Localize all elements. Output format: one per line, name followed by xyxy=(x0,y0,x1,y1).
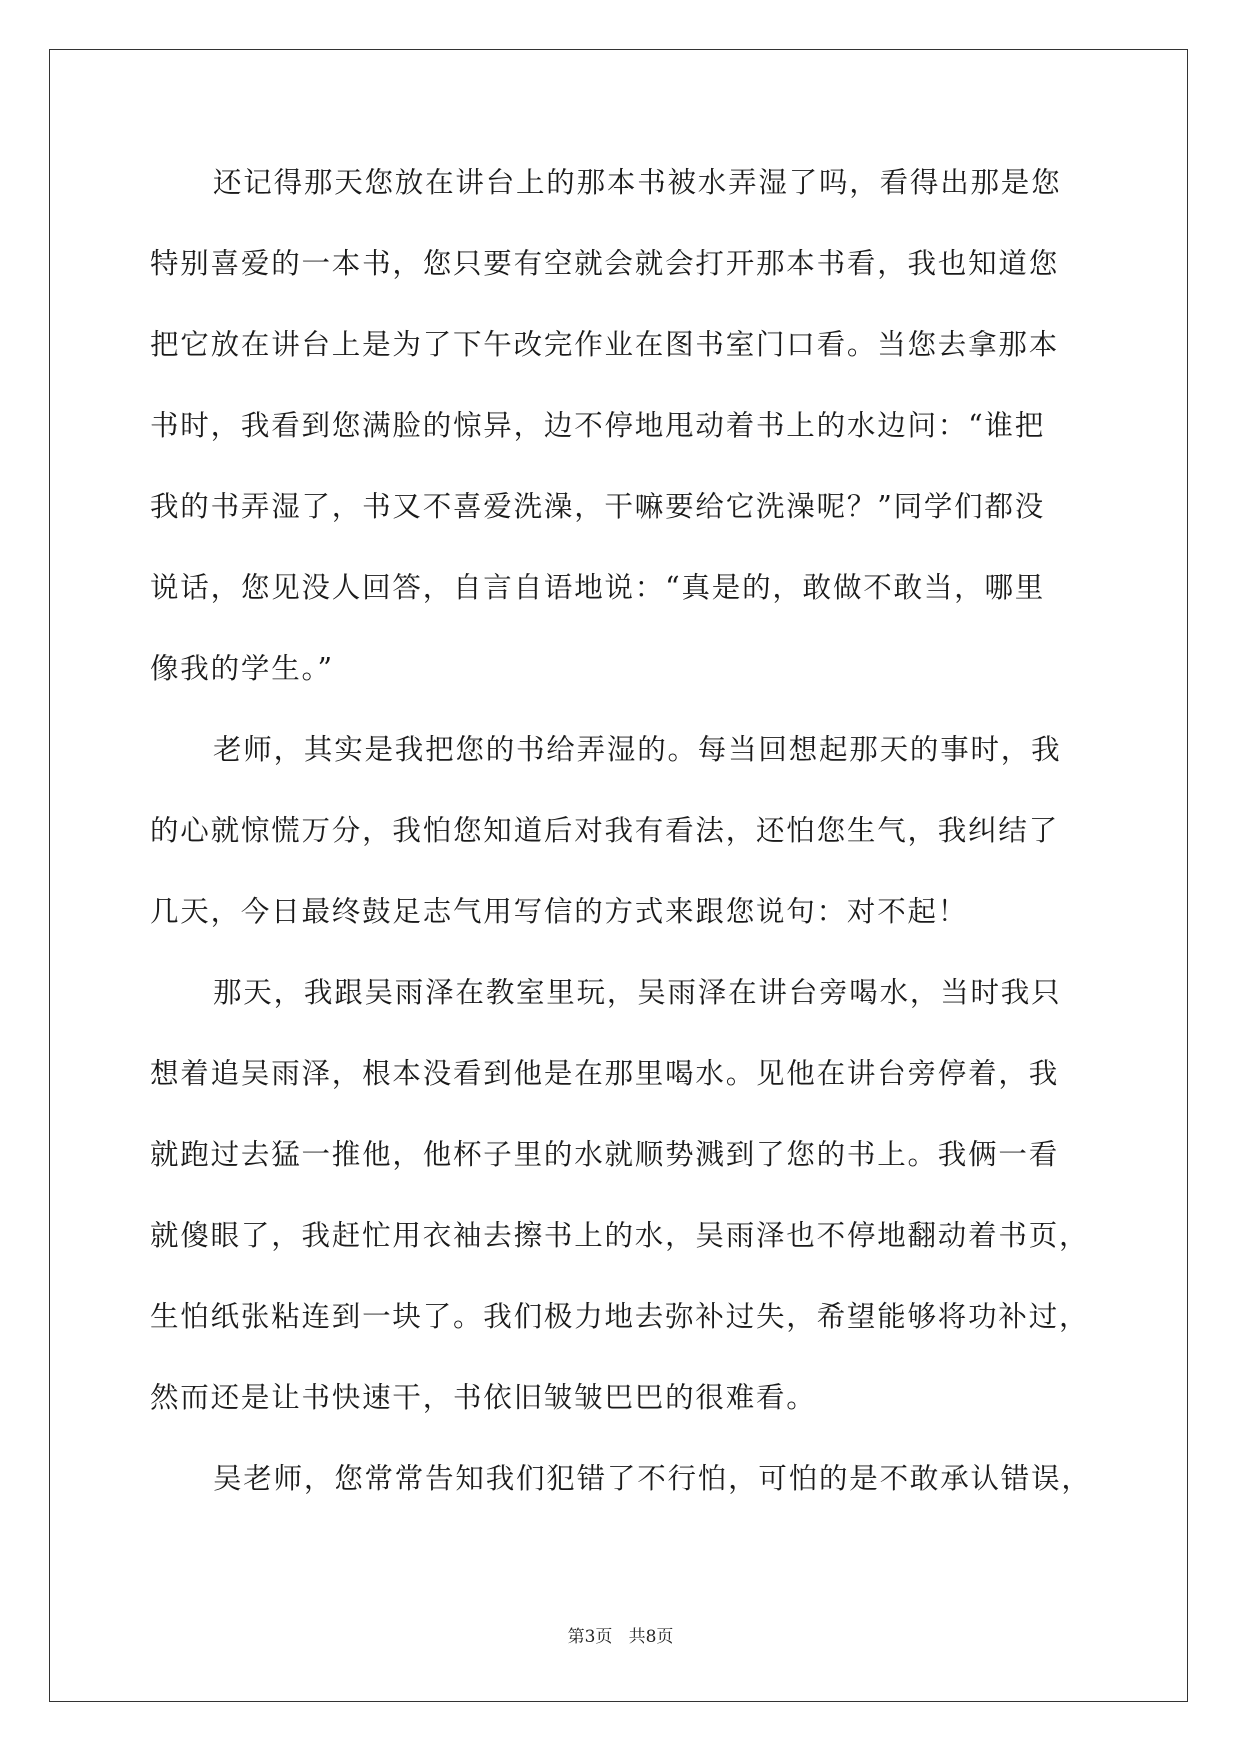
text-line: 把它放在讲台上是为了下午改完作业在图书室门口看。当您去拿那本 xyxy=(150,328,1060,361)
text-line: 生怕纸张粘连到一块了。我们极力地去弥补过失，希望能够将功补过， xyxy=(150,1300,1090,1333)
text-line: 像我的学生。” xyxy=(150,652,334,685)
text-line: 书时，我看到您满脸的惊异，边不停地甩动着书上的水边问：“谁把 xyxy=(150,409,1046,442)
text-line: 特别喜爱的一本书，您只要有空就会就会打开那本书看，我也知道您 xyxy=(150,247,1060,280)
text-line: 我的书弄湿了，书又不喜爱洗澡，干嘛要给它洗澡呢？”同学们都没 xyxy=(150,490,1046,523)
text-line: 老师，其实是我把您的书给弄湿的。每当回想起那天的事时，我 xyxy=(213,733,1062,766)
document-body xyxy=(150,163,1095,1540)
text-line: 想着追吴雨泽，根本没看到他是在那里喝水。见他在讲台旁停着，我 xyxy=(150,1057,1060,1090)
text-line: 那天，我跟吴雨泽在教室里玩，吴雨泽在讲台旁喝水，当时我只 xyxy=(213,976,1062,1009)
text-line: 说话，您见没人回答，自言自语地说：“真是的，敢做不敢当，哪里 xyxy=(150,571,1046,604)
text-line: 就跑过去猛一推他，他杯子里的水就顺势溅到了您的书上。我俩一看 xyxy=(150,1138,1060,1171)
text-line: 的心就惊慌万分，我怕您知道后对我有看法，还怕您生气，我纠结了 xyxy=(150,814,1060,847)
text-line: 就傻眼了，我赶忙用衣袖去擦书上的水，吴雨泽也不停地翻动着书页， xyxy=(150,1219,1090,1252)
page-number: 第3页 共8页 xyxy=(567,1627,674,1647)
text-line: 还记得那天您放在讲台上的那本书被水弄湿了吗，看得出那是您 xyxy=(213,166,1062,199)
text-line: 然而还是让书快速干，书依旧皱皱巴巴的很难看。 xyxy=(150,1381,817,1414)
text-line: 吴老师，您常常告知我们犯错了不行怕，可怕的是不敢承认错误， xyxy=(213,1462,1092,1495)
text-line: 几天，今日最终鼓足志气用写信的方式来跟您说句：对不起！ xyxy=(150,895,969,928)
